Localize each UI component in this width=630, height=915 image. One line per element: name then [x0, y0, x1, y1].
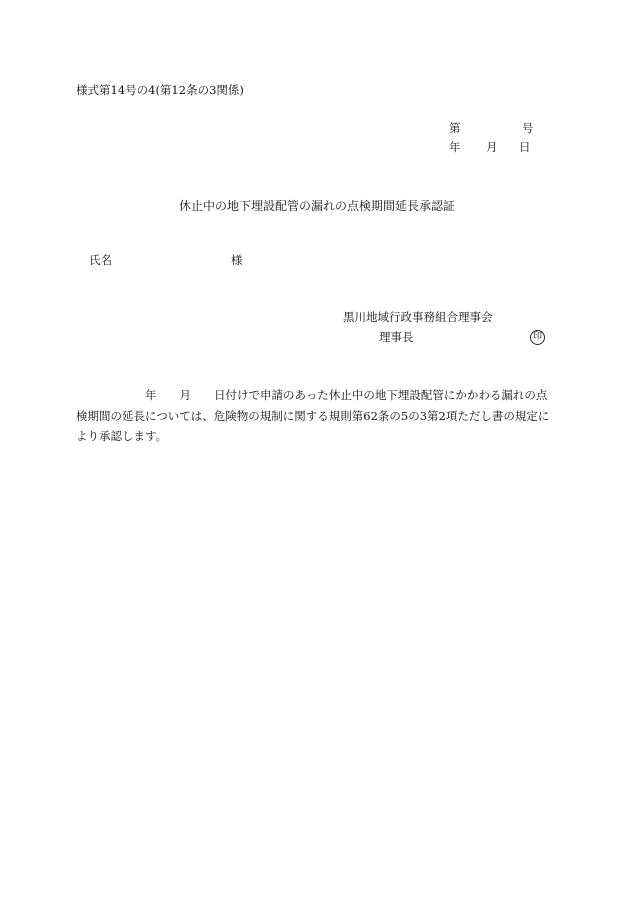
document-number-suffix: 号 [522, 121, 534, 135]
document-title: 休止中の地下埋設配管の漏れの点検期間延長承認証 [179, 199, 456, 213]
form-number: 様式第14号の4(第12条の3関係) [76, 83, 244, 97]
issuer-organization: 黒川地域行政事務組合理事会 [343, 310, 493, 324]
recipient-honorific: 様 [231, 253, 243, 267]
date-year-label: 年 [449, 140, 461, 154]
seal-icon: 印 [530, 330, 545, 345]
issuer-title: 理事長 [379, 330, 414, 344]
date-day-label: 日 [519, 140, 531, 154]
recipient-name-label: 氏名 [89, 253, 112, 267]
document-number-prefix: 第 [449, 121, 461, 135]
date-month-label: 月 [486, 140, 498, 154]
approval-body-text: 年 月 日付けで申請のあった休止中の地下埋設配管にかかわる漏れの点 検期間の延長については、危険物の規制に関する規則第62条の5の3第2項ただし書の規定に より承認します。 [76, 388, 550, 443]
